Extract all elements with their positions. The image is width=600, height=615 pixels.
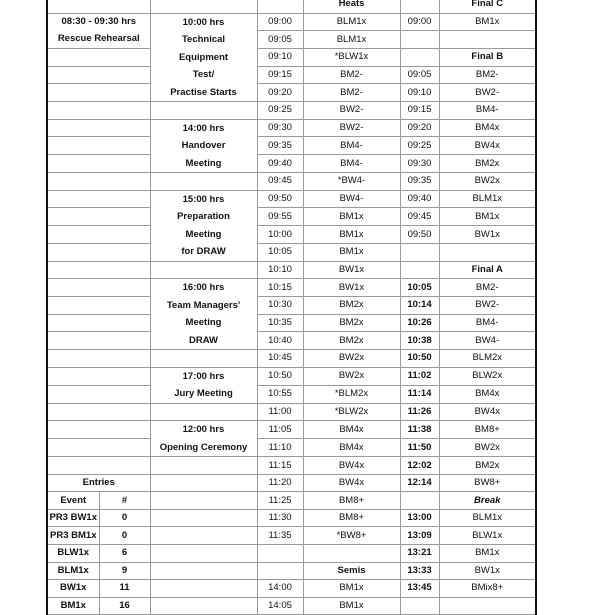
- header-row: [47, 0, 536, 13]
- entries-row: BW1x 11 14:00 BM1x 13:45 BMix8+: [47, 580, 536, 598]
- team-managers-meeting-block: 16:00 hrs Team Managers' Meeting DRAW: [150, 279, 257, 350]
- entries-count-header: #: [99, 492, 150, 510]
- final-b-header: Final B: [439, 48, 536, 66]
- heats-header: Heats: [303, 0, 400, 13]
- preparation-meeting-block: 15:00 hrs Preparation Meeting for DRAW: [150, 190, 257, 261]
- entries-row: PR3 BW1x 0 11:30 BM8+ 13:00 BLM1x: [47, 509, 536, 527]
- semis-header: Semis: [303, 562, 400, 580]
- handover-meeting-block: 14:00 hrs Handover Meeting: [150, 119, 257, 173]
- final-c-header: Final C: [439, 0, 536, 13]
- entries-row: PR3 BM1x 0 11:35 *BW8+ 13:09 BLW1x: [47, 527, 536, 545]
- entries-event-header: Event: [47, 492, 99, 510]
- schedule-table: Heats Final C 08:30 - 09:30 hrs 10:00 hrs Technical Equipment Test/ Practise Starts 09:00 BLM1x 09:00 BM1x Rescue Rehearsal 09:05 BLM1x 09:10 *BLW1x Final B 09:15 BM2- 09:05 BM2- 09:20 BM2- 09:10 BW2- 09:25 BW2- 09:15 BM4- 14:00 hrs Handover Meeting 09:30 BW2- 09:20 BM4x 09:35 BM4- 09:25 BW4x 09:40 BM4- 09:30 BM2x 09:45 *BW4- 09:35 BW2x 15:00 hrs Preparation Meeting for DRAW 09:50 BW4- 09:40 BLM1x 09:55 BM1x 09:45 BM1x 10:00 BM1x 09:50 BW1x 10:05 BM1x 10:10 BW1x Final A 16:00 hrs Team Managers' Meeting DRAW 10:15 BW1x 10:05 BM2- 10:30 BM2x 10:14 BW2- 10:35 BM2x 10:26 BM4- 10:40 BM2x 10:38 BW4- 10:45 BW2x 10:50 BLM2x 17:00 hrs Jury Meeting 10:50 BW2x 11:02 BLW2x 10:55 *BLM2x 11:14 BM4x 11:00 *BLW2x 11:26 BW4x 12:00 hrs Opening Ceremony 11:05 BM4x 11:38 BM8+ 11:10 BM4x 11:50 BW2x 11:15 BW4x 12:02 BM2x Entries 11:20 BW4x 12:14 BW8+ Event # 11:25 BM8+ Break PR3 BW1x 0 11:30 BM8+ 13:00 BLM1x PR3 BM1x 0 11:35 *BW8+ 13:09 BLW1x BLW1x 6 13:21 BM1x BLM1x 9 Semis 13:33 BW1x BW1x 11 14:00 BM1x 13:45 BMix8+ BM1x 16 14:05 BM1x: [46, 0, 537, 615]
- entries-title: Entries: [47, 474, 150, 492]
- break-label: Break: [439, 492, 536, 510]
- jury-meeting-block: 17:00 hrs Jury Meeting: [150, 367, 257, 403]
- entries-row: BLW1x 6 13:21 BM1x: [47, 545, 536, 563]
- rescue-rehearsal-time: 08:30 - 09:30 hrs: [47, 13, 150, 31]
- entries-row: BM1x 16 14:05 BM1x: [47, 597, 536, 615]
- rescue-rehearsal-title: Rescue Rehearsal: [47, 31, 150, 49]
- opening-ceremony-block: 12:00 hrs Opening Ceremony: [150, 421, 257, 457]
- regatta-schedule: [46, 0, 535, 615]
- entries-row: BLM1x 9 Semis 13:33 BW1x: [47, 562, 536, 580]
- technical-test-block: 10:00 hrs Technical Equipment Test/ Practise Starts: [150, 13, 257, 102]
- final-a-header: Final A: [439, 261, 536, 279]
